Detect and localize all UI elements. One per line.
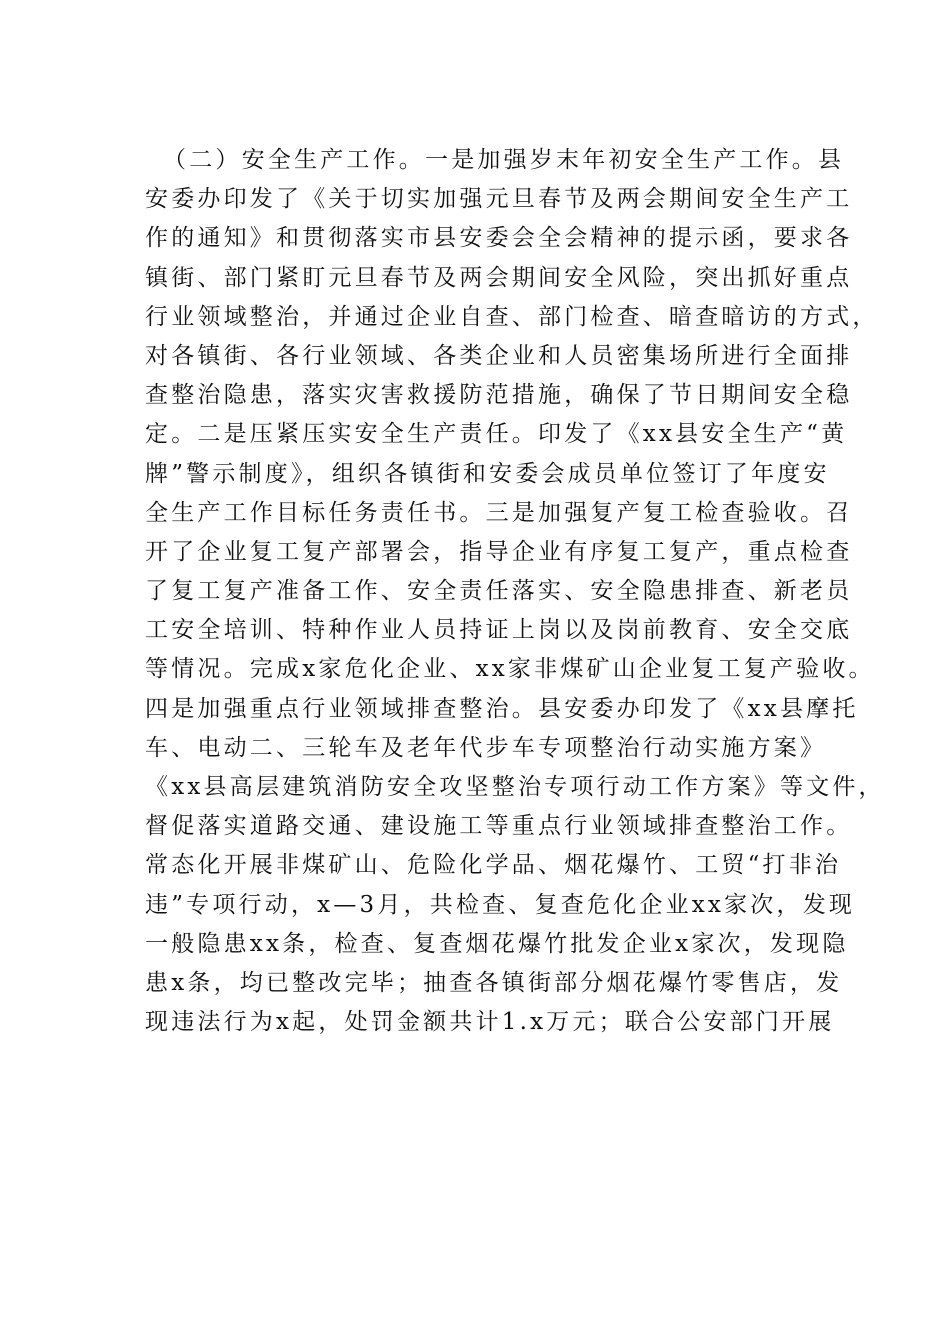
text-line: 了复工复产准备工作、安全责任落实、安全隐患排查、新老员 bbox=[145, 578, 853, 605]
text-line: 行业领域整治，并通过企业自查、部门检查、暗查暗访的方式， bbox=[145, 303, 879, 330]
text-line: 安委办印发了《关于切实加强元旦春节及两会期间安全生产工 bbox=[145, 186, 853, 213]
text-line: 四是加强重点行业领域排查整治。县安委办印发了《xx县摩托 bbox=[145, 695, 859, 722]
body-paragraph bbox=[145, 141, 885, 1042]
text-line: 违”专项行动，x—3月，共检查、复查危化企业xx家次，发现 bbox=[145, 891, 856, 918]
text-line: 《xx县高层建筑消防安全攻坚整治专项行动工作方案》等文件， bbox=[145, 774, 885, 800]
text-line: 定。二是压紧压实安全生产责任。印发了《xx县安全生产“黄 bbox=[145, 421, 848, 448]
text-line: 患x条，均已整改完毕；抽查各镇街部分烟花爆竹零售店，发 bbox=[145, 969, 843, 996]
text-line: 督促落实道路交通、建设施工等重点行业领域排查整治工作。 bbox=[145, 813, 853, 840]
text-line: 开了企业复工复产部署会，指导企业有序复工复产，重点检查 bbox=[145, 538, 853, 565]
text-line: 一般隐患xx条，检查、复查烟花爆竹批发企业x家次，发现隐 bbox=[145, 930, 849, 957]
text-line: 工安全培训、特种作业人员持证上岗以及岗前教育、安全交底 bbox=[145, 617, 853, 644]
text-line: 镇街、部门紧盯元旦春节及两会期间安全风险，突出抓好重点 bbox=[145, 264, 853, 291]
text-line: 等情况。完成x家危化企业、xx家非煤矿山企业复工复产验收。 bbox=[145, 656, 875, 683]
text-line: 全生产工作目标任务责任书。三是加强复产复工检查验收。召 bbox=[145, 499, 853, 526]
text-line: 查整治隐患，落实灾害救援防范措施，确保了节日期间安全稳 bbox=[145, 382, 853, 409]
text-line: 常态化开展非煤矿山、危险化学品、烟花爆竹、工贸“打非治 bbox=[145, 852, 842, 879]
text-line: 对各镇街、各行业领域、各类企业和人员密集场所进行全面排 bbox=[145, 342, 853, 369]
text-line: 现违法行为x起，处罚金额共计1.x万元；联合公安部门开展 bbox=[145, 1009, 835, 1036]
text-line: 车、电动二、三轮车及老年代步车专项整治行动实施方案》 bbox=[145, 734, 827, 761]
text-line: 作的通知》和贯彻落实市县安委会全会精神的提示函，要求各 bbox=[145, 225, 853, 252]
text-line: 牌”警示制度》，组织各镇街和安委会成员单位签订了年度安 bbox=[145, 460, 830, 487]
text-line: （二）安全生产工作。一是加强岁末年初安全生产工作。县 bbox=[163, 147, 845, 173]
